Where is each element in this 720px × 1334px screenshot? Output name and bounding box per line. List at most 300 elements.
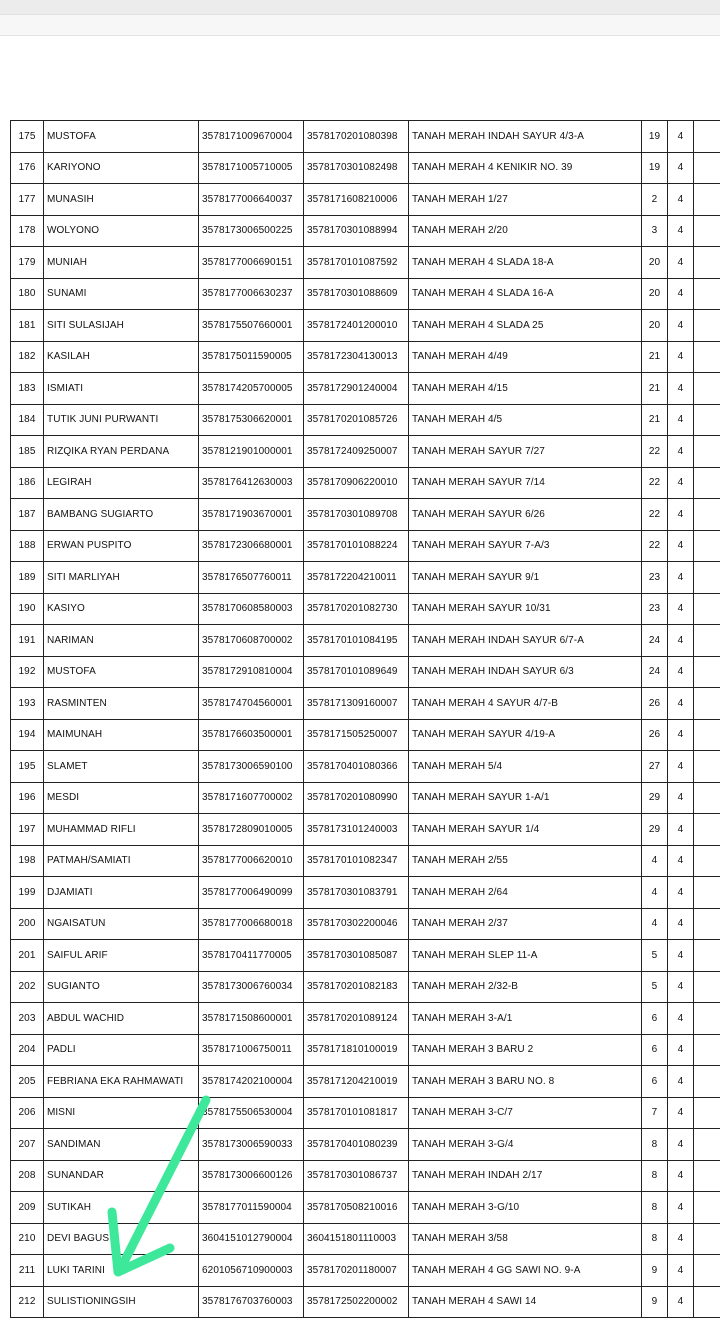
cell-nik: 3578171006750011 [199, 1034, 304, 1066]
cell-name: TUTIK JUNI PURWANTI [44, 404, 199, 436]
cell-nik: 3578177006620010 [199, 845, 304, 877]
cell-address: TANAH MERAH SAYUR 9/1 [409, 562, 642, 594]
cell-kk: 3578173101240003 [304, 814, 409, 846]
cell-kk: 3578170201080398 [304, 121, 409, 153]
cell-rw: 4 [668, 782, 694, 814]
cell-name: MUNIAH [44, 247, 199, 279]
cell-address: TANAH MERAH 3-G/4 [409, 1129, 642, 1161]
table-row [11, 1223, 720, 1255]
table-row [11, 499, 720, 531]
table-row [11, 278, 720, 310]
cell-rt: 22 [642, 436, 668, 468]
cell-rw: 4 [668, 1192, 694, 1224]
table-row [11, 1034, 720, 1066]
cell-rt: 20 [642, 278, 668, 310]
table-row [11, 688, 720, 720]
cell-no: 177 [11, 184, 44, 216]
cell-name: SUNAMI [44, 278, 199, 310]
cell-name: NARIMAN [44, 625, 199, 657]
resident-table [10, 120, 720, 1318]
cell-address: TANAH MERAH INDAH SAYUR 6/7-A [409, 625, 642, 657]
cell-empty [694, 625, 720, 657]
cell-address: TANAH MERAH SAYUR 1/4 [409, 814, 642, 846]
cell-no: 207 [11, 1129, 44, 1161]
cell-no: 205 [11, 1066, 44, 1098]
cell-kk: 3578170301089708 [304, 499, 409, 531]
cell-rw: 4 [668, 152, 694, 184]
cell-address: TANAH MERAH 1/27 [409, 184, 642, 216]
cell-name: LEGIRAH [44, 467, 199, 499]
table-row [11, 656, 720, 688]
cell-name: PADLI [44, 1034, 199, 1066]
cell-no: 178 [11, 215, 44, 247]
cell-empty [694, 499, 720, 531]
cell-rt: 5 [642, 940, 668, 972]
cell-address: TANAH MERAH 5/4 [409, 751, 642, 783]
table-row [11, 814, 720, 846]
cell-nik: 3578171508600001 [199, 1003, 304, 1035]
cell-rw: 4 [668, 877, 694, 909]
cell-nik: 3578170608700002 [199, 625, 304, 657]
cell-rt: 23 [642, 562, 668, 594]
cell-empty [694, 908, 720, 940]
cell-kk: 3578170101084195 [304, 625, 409, 657]
cell-rw: 4 [668, 341, 694, 373]
cell-empty [694, 1286, 720, 1318]
cell-nik: 3578121901000001 [199, 436, 304, 468]
cell-address: TANAH MERAH SAYUR 6/26 [409, 499, 642, 531]
cell-name: MUNASIH [44, 184, 199, 216]
cell-name: DEVI BAGUS S [44, 1223, 199, 1255]
cell-kk: 3578170301085087 [304, 940, 409, 972]
cell-kk: 3578171204210019 [304, 1066, 409, 1098]
cell-name: FEBRIANA EKA RAHMAWATI [44, 1066, 199, 1098]
cell-kk: 3578170301086737 [304, 1160, 409, 1192]
cell-no: 203 [11, 1003, 44, 1035]
cell-no: 176 [11, 152, 44, 184]
cell-nik: 3604151012790004 [199, 1223, 304, 1255]
cell-nik: 3578177006640037 [199, 184, 304, 216]
cell-rw: 4 [668, 499, 694, 531]
cell-nik: 3578172910810004 [199, 656, 304, 688]
cell-kk: 3578170201180007 [304, 1255, 409, 1287]
cell-empty [694, 1066, 720, 1098]
viewer-top-bar [0, 0, 720, 14]
cell-rw: 4 [668, 845, 694, 877]
cell-rw: 4 [668, 1129, 694, 1161]
cell-kk: 3604151801110003 [304, 1223, 409, 1255]
cell-name: MUSTOFA [44, 121, 199, 153]
cell-rw: 4 [668, 1003, 694, 1035]
viewer-toolbar-strip [0, 14, 720, 36]
cell-rt: 6 [642, 1003, 668, 1035]
cell-empty [694, 310, 720, 342]
cell-rt: 19 [642, 152, 668, 184]
cell-name: MISNI [44, 1097, 199, 1129]
table-row [11, 562, 720, 594]
cell-name: NGAISATUN [44, 908, 199, 940]
cell-kk: 3578170401080239 [304, 1129, 409, 1161]
cell-no: 206 [11, 1097, 44, 1129]
cell-name: KASILAH [44, 341, 199, 373]
cell-name: ISMIATI [44, 373, 199, 405]
table-row [11, 341, 720, 373]
cell-empty [694, 373, 720, 405]
cell-nik: 3578175306620001 [199, 404, 304, 436]
cell-rw: 4 [668, 184, 694, 216]
cell-no: 204 [11, 1034, 44, 1066]
cell-rw: 4 [668, 373, 694, 405]
cell-address: TANAH MERAH 2/55 [409, 845, 642, 877]
cell-no: 198 [11, 845, 44, 877]
cell-nik: 3578173006760034 [199, 971, 304, 1003]
cell-name: MUHAMMAD RIFLI [44, 814, 199, 846]
cell-empty [694, 215, 720, 247]
cell-nik: 3578176412630003 [199, 467, 304, 499]
cell-rt: 21 [642, 404, 668, 436]
table-row [11, 152, 720, 184]
cell-empty [694, 656, 720, 688]
cell-no: 196 [11, 782, 44, 814]
cell-name: SAIFUL ARIF [44, 940, 199, 972]
table-row [11, 121, 720, 153]
cell-rt: 8 [642, 1223, 668, 1255]
cell-kk: 3578172204210011 [304, 562, 409, 594]
cell-address: TANAH MERAH 4/5 [409, 404, 642, 436]
cell-rt: 9 [642, 1286, 668, 1318]
cell-nik: 6201056710900003 [199, 1255, 304, 1287]
cell-no: 191 [11, 625, 44, 657]
cell-empty [694, 1097, 720, 1129]
cell-kk: 3578170201085726 [304, 404, 409, 436]
table-row [11, 247, 720, 279]
cell-rt: 26 [642, 688, 668, 720]
cell-no: 209 [11, 1192, 44, 1224]
table-row [11, 971, 720, 1003]
cell-name: WOLYONO [44, 215, 199, 247]
cell-empty [694, 530, 720, 562]
cell-kk: 3578172901240004 [304, 373, 409, 405]
cell-rt: 22 [642, 499, 668, 531]
cell-no: 197 [11, 814, 44, 846]
cell-rw: 4 [668, 530, 694, 562]
cell-rt: 4 [642, 877, 668, 909]
cell-rw: 4 [668, 1286, 694, 1318]
cell-nik: 3578176703760003 [199, 1286, 304, 1318]
cell-empty [694, 877, 720, 909]
table-row [11, 751, 720, 783]
cell-empty [694, 1223, 720, 1255]
cell-rw: 4 [668, 278, 694, 310]
cell-no: 187 [11, 499, 44, 531]
cell-rt: 7 [642, 1097, 668, 1129]
cell-rw: 4 [668, 1097, 694, 1129]
cell-kk: 3578170101082347 [304, 845, 409, 877]
cell-no: 180 [11, 278, 44, 310]
cell-nik: 3578171903670001 [199, 499, 304, 531]
cell-empty [694, 247, 720, 279]
table-row [11, 1097, 720, 1129]
cell-empty [694, 751, 720, 783]
cell-rt: 27 [642, 751, 668, 783]
cell-rt: 4 [642, 908, 668, 940]
cell-empty [694, 940, 720, 972]
cell-empty [694, 593, 720, 625]
cell-kk: 3578170401080366 [304, 751, 409, 783]
cell-nik: 3578175011590005 [199, 341, 304, 373]
cell-empty [694, 1255, 720, 1287]
cell-empty [694, 1160, 720, 1192]
cell-rw: 4 [668, 1160, 694, 1192]
cell-kk: 3578170101088224 [304, 530, 409, 562]
cell-empty [694, 121, 720, 153]
cell-name: KASIYO [44, 593, 199, 625]
cell-address: TANAH MERAH 4 SLADA 18-A [409, 247, 642, 279]
cell-rw: 4 [668, 467, 694, 499]
cell-kk: 3578170201089124 [304, 1003, 409, 1035]
cell-empty [694, 845, 720, 877]
cell-rt: 21 [642, 373, 668, 405]
cell-rw: 4 [668, 247, 694, 279]
cell-name: ERWAN PUSPITO [44, 530, 199, 562]
cell-empty [694, 404, 720, 436]
cell-rt: 21 [642, 341, 668, 373]
cell-address: TANAH MERAH SAYUR 7/27 [409, 436, 642, 468]
cell-rw: 4 [668, 1066, 694, 1098]
cell-name: MAIMUNAH [44, 719, 199, 751]
cell-rw: 4 [668, 751, 694, 783]
cell-address: TANAH MERAH 2/32-B [409, 971, 642, 1003]
cell-no: 183 [11, 373, 44, 405]
cell-rw: 4 [668, 971, 694, 1003]
cell-nik: 3578175507660001 [199, 310, 304, 342]
cell-rt: 29 [642, 814, 668, 846]
cell-no: 194 [11, 719, 44, 751]
cell-address: TANAH MERAH SAYUR 1-A/1 [409, 782, 642, 814]
cell-empty [694, 184, 720, 216]
cell-kk: 3578171309160007 [304, 688, 409, 720]
cell-address: TANAH MERAH SAYUR 7/14 [409, 467, 642, 499]
table-row [11, 1255, 720, 1287]
cell-address: TANAH MERAH 4/15 [409, 373, 642, 405]
cell-nik: 3578174205700005 [199, 373, 304, 405]
cell-nik: 3578177006490099 [199, 877, 304, 909]
cell-address: TANAH MERAH 4 SAWI 14 [409, 1286, 642, 1318]
cell-name: SUGIANTO [44, 971, 199, 1003]
cell-nik: 3578176507760011 [199, 562, 304, 594]
cell-kk: 3578172401200010 [304, 310, 409, 342]
cell-nik: 3578171005710005 [199, 152, 304, 184]
cell-rw: 4 [668, 436, 694, 468]
cell-address: TANAH MERAH SAYUR 10/31 [409, 593, 642, 625]
cell-rt: 2 [642, 184, 668, 216]
cell-kk: 3578170201080990 [304, 782, 409, 814]
cell-address: TANAH MERAH 4/49 [409, 341, 642, 373]
cell-nik: 3578175506530004 [199, 1097, 304, 1129]
cell-empty [694, 1129, 720, 1161]
cell-rt: 20 [642, 310, 668, 342]
cell-empty [694, 719, 720, 751]
cell-empty [694, 1003, 720, 1035]
cell-empty [694, 341, 720, 373]
cell-nik: 3578171009670004 [199, 121, 304, 153]
cell-nik: 3578171607700002 [199, 782, 304, 814]
table-row [11, 908, 720, 940]
cell-name: SUNANDAR [44, 1160, 199, 1192]
cell-rt: 22 [642, 530, 668, 562]
cell-kk: 3578170301088994 [304, 215, 409, 247]
cell-address: TANAH MERAH 3-G/10 [409, 1192, 642, 1224]
cell-no: 211 [11, 1255, 44, 1287]
cell-address: TANAH MERAH 3 BARU NO. 8 [409, 1066, 642, 1098]
cell-name: SITI MARLIYAH [44, 562, 199, 594]
cell-name: SULISTIONINGSIH [44, 1286, 199, 1318]
cell-kk: 3578170101087592 [304, 247, 409, 279]
cell-kk: 3578172409250007 [304, 436, 409, 468]
cell-address: TANAH MERAH 3 BARU 2 [409, 1034, 642, 1066]
cell-address: TANAH MERAH 3-C/7 [409, 1097, 642, 1129]
cell-nik: 3578177006690151 [199, 247, 304, 279]
cell-nik: 3578177006680018 [199, 908, 304, 940]
table-row [11, 877, 720, 909]
cell-empty [694, 562, 720, 594]
cell-rt: 8 [642, 1192, 668, 1224]
cell-empty [694, 1034, 720, 1066]
cell-nik: 3578177006630237 [199, 278, 304, 310]
cell-rt: 26 [642, 719, 668, 751]
cell-nik: 3578173006590100 [199, 751, 304, 783]
cell-nik: 3578174704560001 [199, 688, 304, 720]
cell-address: TANAH MERAH 2/64 [409, 877, 642, 909]
cell-rw: 4 [668, 404, 694, 436]
cell-name: RIZQIKA RYAN PERDANA [44, 436, 199, 468]
cell-no: 201 [11, 940, 44, 972]
table-row [11, 184, 720, 216]
cell-rt: 6 [642, 1034, 668, 1066]
cell-rw: 4 [668, 1255, 694, 1287]
cell-name: SANDIMAN [44, 1129, 199, 1161]
cell-rw: 4 [668, 593, 694, 625]
cell-rw: 4 [668, 310, 694, 342]
cell-kk: 3578172502200002 [304, 1286, 409, 1318]
cell-rt: 8 [642, 1129, 668, 1161]
cell-nik: 3578174202100004 [199, 1066, 304, 1098]
cell-nik: 3578173006590033 [199, 1129, 304, 1161]
cell-name: MESDI [44, 782, 199, 814]
cell-rw: 4 [668, 656, 694, 688]
cell-name: RASMINTEN [44, 688, 199, 720]
cell-kk: 3578171608210006 [304, 184, 409, 216]
cell-no: 202 [11, 971, 44, 1003]
cell-empty [694, 152, 720, 184]
cell-no: 208 [11, 1160, 44, 1192]
table-row [11, 845, 720, 877]
cell-no: 189 [11, 562, 44, 594]
cell-no: 212 [11, 1286, 44, 1318]
cell-address: TANAH MERAH SLEP 11-A [409, 940, 642, 972]
cell-rw: 4 [668, 814, 694, 846]
table-row [11, 593, 720, 625]
cell-no: 199 [11, 877, 44, 909]
table-row [11, 1192, 720, 1224]
cell-no: 190 [11, 593, 44, 625]
cell-empty [694, 814, 720, 846]
cell-no: 193 [11, 688, 44, 720]
cell-name: SITI SULASIJAH [44, 310, 199, 342]
cell-no: 181 [11, 310, 44, 342]
cell-no: 175 [11, 121, 44, 153]
cell-kk: 3578170301083791 [304, 877, 409, 909]
cell-kk: 3578170201082183 [304, 971, 409, 1003]
table-row [11, 782, 720, 814]
cell-rw: 4 [668, 719, 694, 751]
cell-rt: 9 [642, 1255, 668, 1287]
cell-rt: 24 [642, 625, 668, 657]
table-row [11, 625, 720, 657]
cell-no: 182 [11, 341, 44, 373]
cell-nik: 3578172809010005 [199, 814, 304, 846]
cell-rt: 4 [642, 845, 668, 877]
cell-rw: 4 [668, 688, 694, 720]
cell-address: TANAH MERAH INDAH SAYUR 6/3 [409, 656, 642, 688]
cell-rt: 6 [642, 1066, 668, 1098]
cell-nik: 3578173006600126 [199, 1160, 304, 1192]
cell-no: 185 [11, 436, 44, 468]
cell-address: TANAH MERAH 2/20 [409, 215, 642, 247]
cell-empty [694, 688, 720, 720]
cell-name: KARIYONO [44, 152, 199, 184]
cell-address: TANAH MERAH 4 KENIKIR NO. 39 [409, 152, 642, 184]
cell-address: TANAH MERAH INDAH 2/17 [409, 1160, 642, 1192]
cell-kk: 3578170201082730 [304, 593, 409, 625]
cell-name: PATMAH/SAMIATI [44, 845, 199, 877]
cell-name: DJAMIATI [44, 877, 199, 909]
cell-kk: 3578170508210016 [304, 1192, 409, 1224]
cell-address: TANAH MERAH 4 SAYUR 4/7-B [409, 688, 642, 720]
table-row [11, 1160, 720, 1192]
cell-address: TANAH MERAH SAYUR 4/19-A [409, 719, 642, 751]
cell-rt: 20 [642, 247, 668, 279]
table-row [11, 1129, 720, 1161]
cell-nik: 3578176603500001 [199, 719, 304, 751]
cell-address: TANAH MERAH 4 SLADA 16-A [409, 278, 642, 310]
cell-nik: 3578177011590004 [199, 1192, 304, 1224]
cell-rt: 23 [642, 593, 668, 625]
cell-address: TANAH MERAH 4 SLADA 25 [409, 310, 642, 342]
table-row [11, 215, 720, 247]
table-row [11, 719, 720, 751]
cell-address: TANAH MERAH SAYUR 7-A/3 [409, 530, 642, 562]
cell-empty [694, 1192, 720, 1224]
cell-nik: 3578172306680001 [199, 530, 304, 562]
cell-kk: 3578170301082498 [304, 152, 409, 184]
table-row [11, 1003, 720, 1035]
cell-empty [694, 467, 720, 499]
table-row [11, 1286, 720, 1318]
cell-name: LUKI TARINI [44, 1255, 199, 1287]
cell-rw: 4 [668, 1223, 694, 1255]
cell-kk: 3578170101081817 [304, 1097, 409, 1129]
cell-kk: 3578170301088609 [304, 278, 409, 310]
cell-no: 188 [11, 530, 44, 562]
cell-empty [694, 436, 720, 468]
table-row [11, 436, 720, 468]
cell-address: TANAH MERAH 3/58 [409, 1223, 642, 1255]
cell-rt: 29 [642, 782, 668, 814]
cell-no: 195 [11, 751, 44, 783]
table-row [11, 940, 720, 972]
table-row [11, 404, 720, 436]
